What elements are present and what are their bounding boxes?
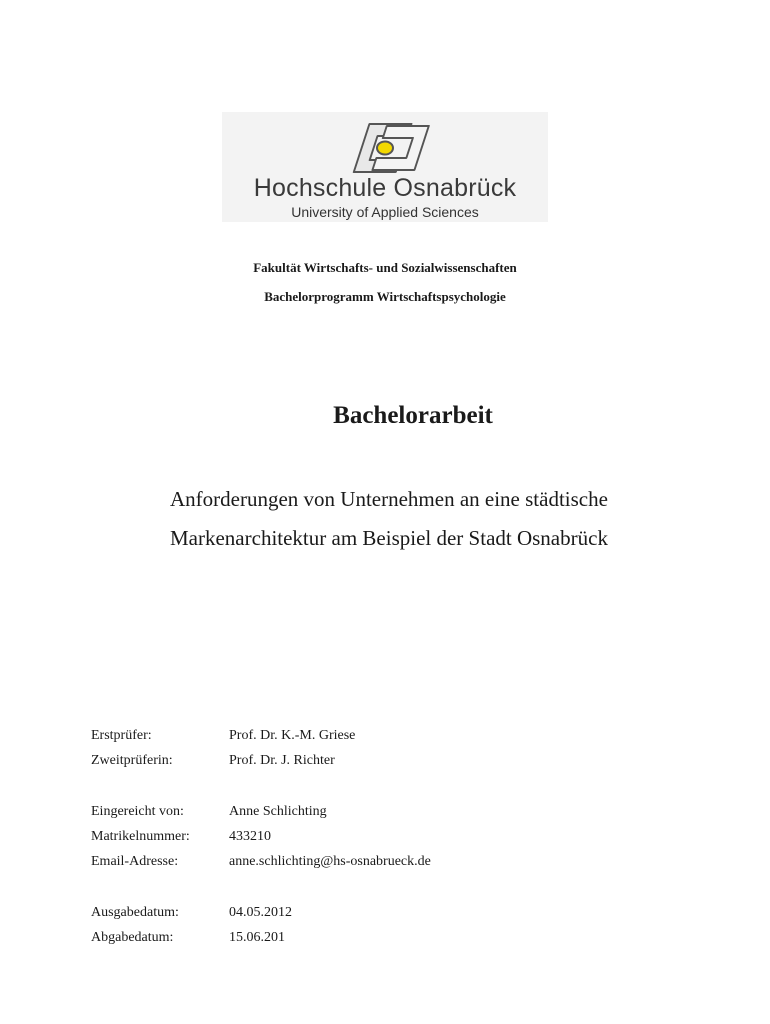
info-label: Eingereicht von: [91, 804, 184, 819]
info-label: Zweitprüferin: [91, 753, 173, 768]
info-value: 433210 [229, 829, 271, 844]
university-logo-mark-icon [340, 116, 432, 180]
info-value: 15.06.201 [229, 930, 285, 945]
faculty-heading: Fakultät Wirtschafts- und Sozialwissenschaften [253, 260, 517, 275]
logo-university-name: Hochschule Osnabrück [253, 174, 517, 202]
program-heading: Bachelorprogramm Wirtschaftspsychologie [264, 289, 506, 304]
info-value: Prof. Dr. K.-M. Griese [229, 728, 356, 743]
university-logo [222, 112, 548, 222]
info-value: anne.schlichting@hs-osnabrueck.de [229, 854, 431, 869]
info-label: Abgabedatum: [91, 930, 174, 945]
info-value: Prof. Dr. J. Richter [229, 753, 335, 768]
info-label: Ausgabedatum: [91, 905, 179, 920]
info-value: Anne Schlichting [229, 804, 327, 819]
info-value: 04.05.2012 [229, 905, 292, 920]
logo-university-subtitle: University of Applied Sciences [291, 204, 479, 220]
thesis-title-line-1: Anforderungen von Unternehmen an eine städtische [170, 487, 608, 511]
info-label: Email-Adresse: [91, 854, 179, 869]
document-type: Bachelorarbeit [333, 402, 493, 429]
info-label: Erstprüfer: [91, 728, 152, 743]
thesis-title-line-2: Markenarchitektur am Beispiel der Stadt Osnabrück [170, 526, 608, 550]
info-label: Matrikelnummer: [91, 829, 190, 844]
